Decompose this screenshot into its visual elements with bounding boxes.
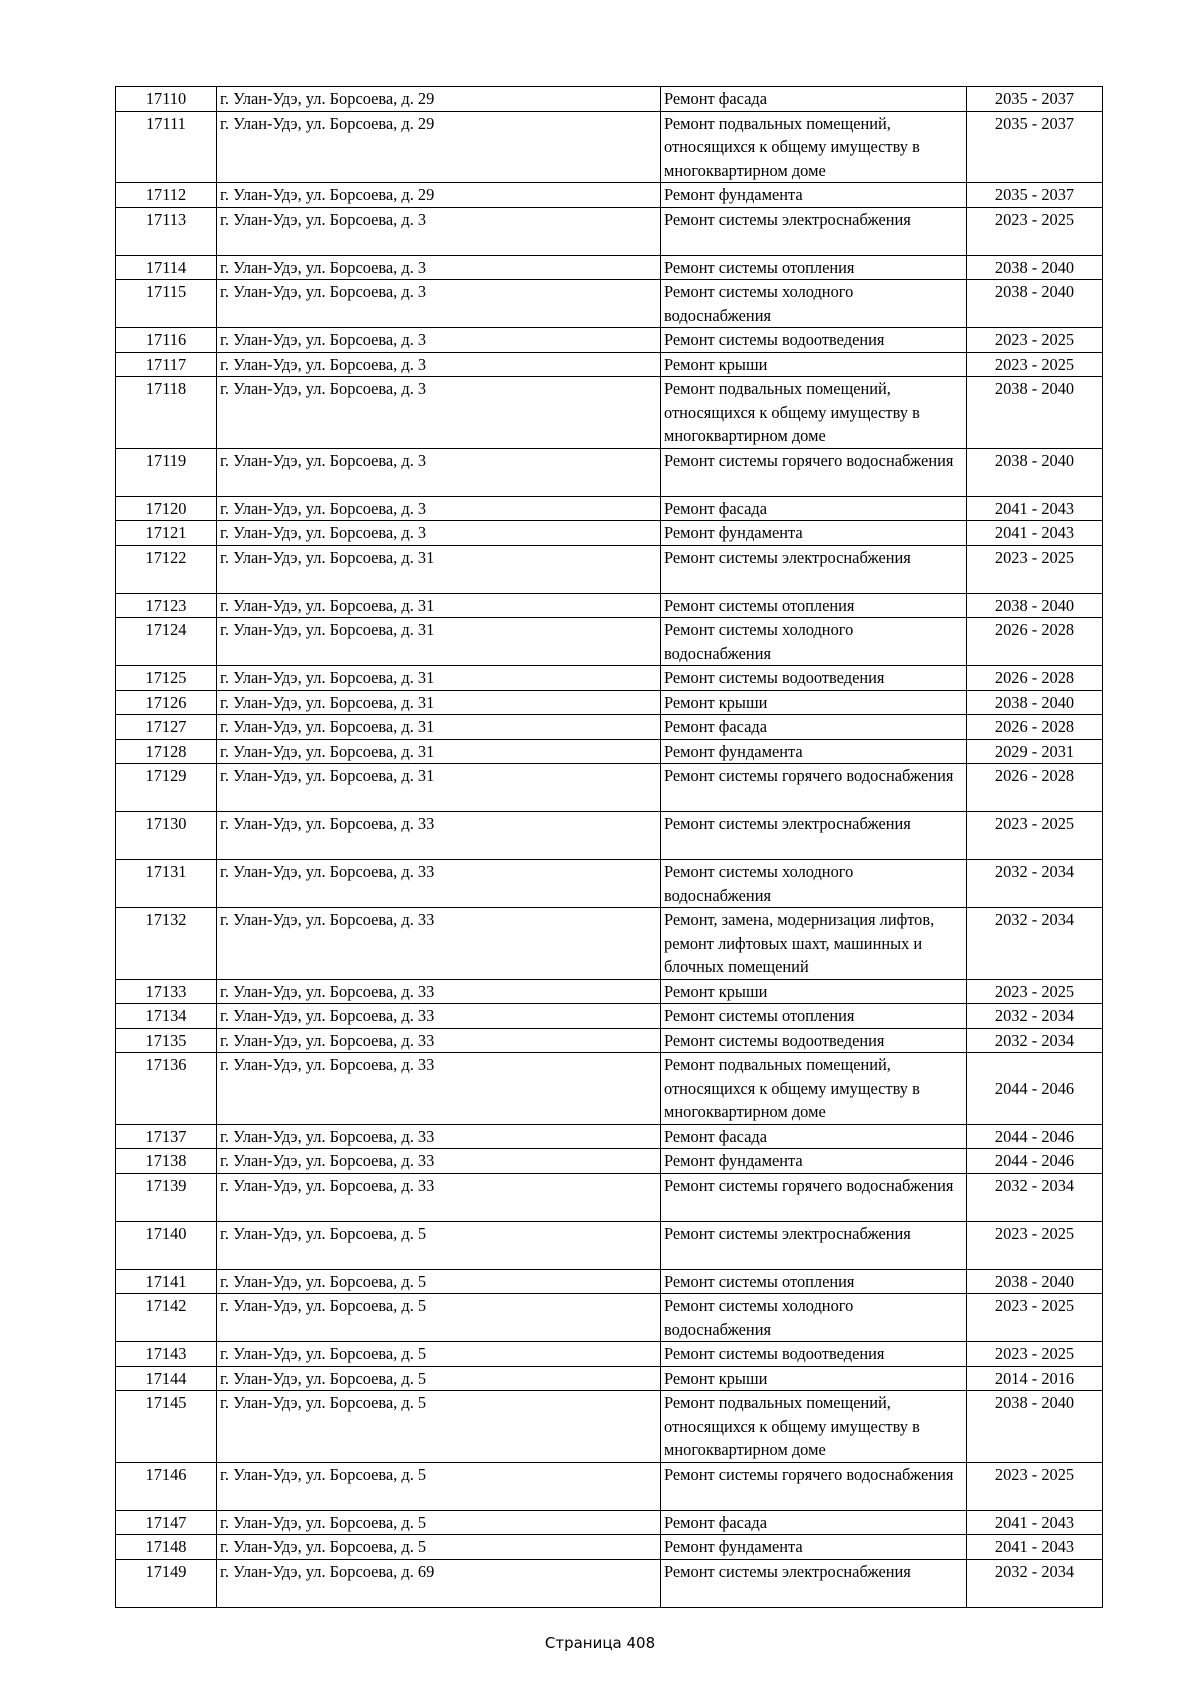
work-type-cell: Ремонт фасада: [661, 87, 967, 112]
table-row: [116, 618, 1103, 666]
row-number: 17122: [116, 545, 217, 593]
table-row: [116, 764, 1103, 812]
period-cell: 2038 - 2040: [967, 1269, 1103, 1294]
period-cell: 2044 - 2046: [967, 1124, 1103, 1149]
work-type-cell: Ремонт фасада: [661, 715, 967, 740]
period-cell: 2023 - 2025: [967, 1462, 1103, 1510]
table-row: [116, 496, 1103, 521]
work-type-cell: Ремонт системы водоотведения: [661, 328, 967, 353]
table-row: [116, 1269, 1103, 1294]
table-row: [116, 1149, 1103, 1174]
work-type-cell: Ремонт системы электроснабжения: [661, 1221, 967, 1269]
row-number: 17142: [116, 1294, 217, 1342]
row-number: 17131: [116, 860, 217, 908]
work-type-cell: Ремонт подвальных помещений, относящихся к общему имуществу в многоквартирном доме: [661, 1053, 967, 1125]
address-cell: г. Улан-Удэ, ул. Борсоева, д. 3: [217, 255, 661, 280]
table-row: [116, 908, 1103, 980]
period-cell: 2023 - 2025: [967, 207, 1103, 255]
table-row: [116, 1124, 1103, 1149]
period-cell: 2041 - 2043: [967, 1510, 1103, 1535]
work-type-cell: Ремонт подвальных помещений, относящихся к общему имуществу в многоквартирном доме: [661, 111, 967, 183]
row-number: 17112: [116, 183, 217, 208]
work-type-cell: Ремонт системы холодного водоснабжения: [661, 860, 967, 908]
table-row: [116, 545, 1103, 593]
work-type-cell: Ремонт, замена, модернизация лифтов, ремонт лифтовых шахт, машинных и блочных помещений: [661, 908, 967, 980]
table-row: [116, 690, 1103, 715]
repair-schedule-table: [115, 86, 1103, 1608]
address-cell: г. Улан-Удэ, ул. Борсоева, д. 5: [217, 1535, 661, 1560]
table-row: [116, 739, 1103, 764]
period-cell: 2023 - 2025: [967, 1294, 1103, 1342]
table-row: [116, 521, 1103, 546]
work-type-cell: Ремонт системы горячего водоснабжения: [661, 448, 967, 496]
row-number: 17146: [116, 1462, 217, 1510]
address-cell: г. Улан-Удэ, ул. Борсоева, д. 33: [217, 979, 661, 1004]
work-type-cell: Ремонт фундамента: [661, 739, 967, 764]
work-type-cell: Ремонт системы холодного водоснабжения: [661, 1294, 967, 1342]
period-cell: 2044 - 2046: [967, 1053, 1103, 1125]
table-row: [116, 1294, 1103, 1342]
table-row: [116, 812, 1103, 860]
row-number: 17144: [116, 1366, 217, 1391]
table-row: [116, 715, 1103, 740]
work-type-cell: Ремонт системы электроснабжения: [661, 1559, 967, 1607]
row-number: 17120: [116, 496, 217, 521]
table-row: [116, 1028, 1103, 1053]
table-row: [116, 352, 1103, 377]
table-row: [116, 860, 1103, 908]
table-row: [116, 1535, 1103, 1560]
table-row: [116, 666, 1103, 691]
row-number: 17114: [116, 255, 217, 280]
period-cell: 2023 - 2025: [967, 812, 1103, 860]
address-cell: г. Улан-Удэ, ул. Борсоева, д. 31: [217, 715, 661, 740]
row-number: 17127: [116, 715, 217, 740]
address-cell: г. Улан-Удэ, ул. Борсоева, д. 5: [217, 1221, 661, 1269]
row-number: 17129: [116, 764, 217, 812]
period-cell: 2038 - 2040: [967, 377, 1103, 449]
table-row: [116, 979, 1103, 1004]
work-type-cell: Ремонт фундамента: [661, 183, 967, 208]
work-type-cell: Ремонт системы горячего водоснабжения: [661, 1173, 967, 1221]
address-cell: г. Улан-Удэ, ул. Борсоева, д. 31: [217, 690, 661, 715]
address-cell: г. Улан-Удэ, ул. Борсоева, д. 3: [217, 496, 661, 521]
period-cell: 2023 - 2025: [967, 979, 1103, 1004]
address-cell: г. Улан-Удэ, ул. Борсоева, д. 29: [217, 87, 661, 112]
work-type-cell: Ремонт крыши: [661, 1366, 967, 1391]
address-cell: г. Улан-Удэ, ул. Борсоева, д. 33: [217, 860, 661, 908]
address-cell: г. Улан-Удэ, ул. Борсоева, д. 5: [217, 1269, 661, 1294]
work-type-cell: Ремонт фасада: [661, 1124, 967, 1149]
period-cell: 2032 - 2034: [967, 1004, 1103, 1029]
row-number: 17137: [116, 1124, 217, 1149]
address-cell: г. Улан-Удэ, ул. Борсоева, д. 5: [217, 1342, 661, 1367]
period-cell: 2038 - 2040: [967, 593, 1103, 618]
period-cell: 2026 - 2028: [967, 618, 1103, 666]
row-number: 17110: [116, 87, 217, 112]
row-number: 17133: [116, 979, 217, 1004]
address-cell: г. Улан-Удэ, ул. Борсоева, д. 31: [217, 618, 661, 666]
table-row: [116, 1221, 1103, 1269]
work-type-cell: Ремонт системы отопления: [661, 1269, 967, 1294]
work-type-cell: Ремонт фундамента: [661, 1535, 967, 1560]
period-cell: 2041 - 2043: [967, 521, 1103, 546]
work-type-cell: Ремонт крыши: [661, 979, 967, 1004]
address-cell: г. Улан-Удэ, ул. Борсоева, д. 3: [217, 328, 661, 353]
row-number: 17141: [116, 1269, 217, 1294]
period-cell: 2032 - 2034: [967, 1173, 1103, 1221]
period-cell: 2038 - 2040: [967, 280, 1103, 328]
address-cell: г. Улан-Удэ, ул. Борсоева, д. 33: [217, 1149, 661, 1174]
work-type-cell: Ремонт крыши: [661, 690, 967, 715]
work-type-cell: Ремонт системы отопления: [661, 593, 967, 618]
row-number: 17118: [116, 377, 217, 449]
table-row: [116, 87, 1103, 112]
row-number: 17132: [116, 908, 217, 980]
address-cell: г. Улан-Удэ, ул. Борсоева, д. 31: [217, 764, 661, 812]
address-cell: г. Улан-Удэ, ул. Борсоева, д. 5: [217, 1462, 661, 1510]
address-cell: г. Улан-Удэ, ул. Борсоева, д. 5: [217, 1510, 661, 1535]
work-type-cell: Ремонт системы холодного водоснабжения: [661, 280, 967, 328]
row-number: 17113: [116, 207, 217, 255]
row-number: 17147: [116, 1510, 217, 1535]
address-cell: г. Улан-Удэ, ул. Борсоева, д. 29: [217, 183, 661, 208]
row-number: 17130: [116, 812, 217, 860]
period-cell: 2041 - 2043: [967, 1535, 1103, 1560]
row-number: 17145: [116, 1391, 217, 1463]
row-number: 17140: [116, 1221, 217, 1269]
period-cell: 2035 - 2037: [967, 111, 1103, 183]
row-number: 17143: [116, 1342, 217, 1367]
work-type-cell: Ремонт подвальных помещений, относящихся к общему имуществу в многоквартирном доме: [661, 377, 967, 449]
work-type-cell: Ремонт подвальных помещений, относящихся к общему имуществу в многоквартирном доме: [661, 1391, 967, 1463]
row-number: 17148: [116, 1535, 217, 1560]
period-cell: 2038 - 2040: [967, 690, 1103, 715]
address-cell: г. Улан-Удэ, ул. Борсоева, д. 5: [217, 1391, 661, 1463]
period-cell: 2014 - 2016: [967, 1366, 1103, 1391]
period-cell: 2038 - 2040: [967, 448, 1103, 496]
address-cell: г. Улан-Удэ, ул. Борсоева, д. 33: [217, 1028, 661, 1053]
table-row: [116, 1366, 1103, 1391]
table-row: [116, 1342, 1103, 1367]
period-cell: 2023 - 2025: [967, 1221, 1103, 1269]
address-cell: г. Улан-Удэ, ул. Борсоева, д. 3: [217, 207, 661, 255]
period-cell: 2032 - 2034: [967, 1559, 1103, 1607]
work-type-cell: Ремонт фундамента: [661, 521, 967, 546]
row-number: 17136: [116, 1053, 217, 1125]
work-type-cell: Ремонт системы горячего водоснабжения: [661, 764, 967, 812]
table-row: [116, 448, 1103, 496]
table-row: [116, 255, 1103, 280]
address-cell: г. Улан-Удэ, ул. Борсоева, д. 33: [217, 812, 661, 860]
address-cell: г. Улан-Удэ, ул. Борсоева, д. 29: [217, 111, 661, 183]
address-cell: г. Улан-Удэ, ул. Борсоева, д. 3: [217, 377, 661, 449]
table-row: [116, 183, 1103, 208]
row-number: 17111: [116, 111, 217, 183]
table-row: [116, 1510, 1103, 1535]
row-number: 17119: [116, 448, 217, 496]
period-cell: 2044 - 2046: [967, 1149, 1103, 1174]
work-type-cell: Ремонт фасада: [661, 496, 967, 521]
row-number: 17128: [116, 739, 217, 764]
row-number: 17139: [116, 1173, 217, 1221]
row-number: 17124: [116, 618, 217, 666]
period-cell: 2029 - 2031: [967, 739, 1103, 764]
period-cell: 2023 - 2025: [967, 1342, 1103, 1367]
table-row: [116, 593, 1103, 618]
period-cell: 2038 - 2040: [967, 1391, 1103, 1463]
work-type-cell: Ремонт системы водоотведения: [661, 1028, 967, 1053]
address-cell: г. Улан-Удэ, ул. Борсоева, д. 3: [217, 352, 661, 377]
address-cell: г. Улан-Удэ, ул. Борсоева, д. 3: [217, 448, 661, 496]
address-cell: г. Улан-Удэ, ул. Борсоева, д. 5: [217, 1294, 661, 1342]
work-type-cell: Ремонт системы холодного водоснабжения: [661, 618, 967, 666]
period-cell: 2026 - 2028: [967, 666, 1103, 691]
address-cell: г. Улан-Удэ, ул. Борсоева, д. 31: [217, 545, 661, 593]
row-number: 17116: [116, 328, 217, 353]
address-cell: г. Улан-Удэ, ул. Борсоева, д. 69: [217, 1559, 661, 1607]
table-row: [116, 1462, 1103, 1510]
address-cell: г. Улан-Удэ, ул. Борсоева, д. 33: [217, 1173, 661, 1221]
address-cell: г. Улан-Удэ, ул. Борсоева, д. 31: [217, 739, 661, 764]
address-cell: г. Улан-Удэ, ул. Борсоева, д. 33: [217, 1053, 661, 1125]
period-cell: 2026 - 2028: [967, 715, 1103, 740]
address-cell: г. Улан-Удэ, ул. Борсоева, д. 3: [217, 521, 661, 546]
period-cell: 2041 - 2043: [967, 496, 1103, 521]
work-type-cell: Ремонт системы водоотведения: [661, 666, 967, 691]
address-cell: г. Улан-Удэ, ул. Борсоева, д. 31: [217, 666, 661, 691]
period-cell: 2023 - 2025: [967, 328, 1103, 353]
table-row: [116, 1391, 1103, 1463]
period-cell: 2038 - 2040: [967, 255, 1103, 280]
period-cell: 2032 - 2034: [967, 908, 1103, 980]
row-number: 17123: [116, 593, 217, 618]
table-row: [116, 1053, 1103, 1125]
work-type-cell: Ремонт фасада: [661, 1510, 967, 1535]
row-number: 17126: [116, 690, 217, 715]
work-type-cell: Ремонт системы электроснабжения: [661, 545, 967, 593]
address-cell: г. Улан-Удэ, ул. Борсоева, д. 5: [217, 1366, 661, 1391]
table-row: [116, 377, 1103, 449]
row-number: 17135: [116, 1028, 217, 1053]
row-number: 17115: [116, 280, 217, 328]
work-type-cell: Ремонт фундамента: [661, 1149, 967, 1174]
row-number: 17121: [116, 521, 217, 546]
page-number: Страница 408: [544, 1634, 656, 1652]
table-row: [116, 1559, 1103, 1607]
period-cell: 2023 - 2025: [967, 352, 1103, 377]
address-cell: г. Улан-Удэ, ул. Борсоева, д. 3: [217, 280, 661, 328]
period-cell: 2032 - 2034: [967, 860, 1103, 908]
period-cell: 2035 - 2037: [967, 183, 1103, 208]
table-row: [116, 1004, 1103, 1029]
table-row: [116, 207, 1103, 255]
period-cell: 2035 - 2037: [967, 87, 1103, 112]
work-type-cell: Ремонт системы водоотведения: [661, 1342, 967, 1367]
address-cell: г. Улан-Удэ, ул. Борсоева, д. 33: [217, 1004, 661, 1029]
row-number: 17134: [116, 1004, 217, 1029]
work-type-cell: Ремонт системы отопления: [661, 1004, 967, 1029]
row-number: 17117: [116, 352, 217, 377]
table-row: [116, 328, 1103, 353]
period-cell: 2026 - 2028: [967, 764, 1103, 812]
work-type-cell: Ремонт крыши: [661, 352, 967, 377]
table-row: [116, 280, 1103, 328]
period-cell: 2032 - 2034: [967, 1028, 1103, 1053]
work-type-cell: Ремонт системы электроснабжения: [661, 207, 967, 255]
work-type-cell: Ремонт системы электроснабжения: [661, 812, 967, 860]
work-type-cell: Ремонт системы отопления: [661, 255, 967, 280]
work-type-cell: Ремонт системы горячего водоснабжения: [661, 1462, 967, 1510]
row-number: 17125: [116, 666, 217, 691]
table-row: [116, 1173, 1103, 1221]
row-number: 17138: [116, 1149, 217, 1174]
table-row: [116, 111, 1103, 183]
address-cell: г. Улан-Удэ, ул. Борсоева, д. 31: [217, 593, 661, 618]
table-body: [116, 87, 1103, 1608]
row-number: 17149: [116, 1559, 217, 1607]
address-cell: г. Улан-Удэ, ул. Борсоева, д. 33: [217, 1124, 661, 1149]
period-cell: 2023 - 2025: [967, 545, 1103, 593]
address-cell: г. Улан-Удэ, ул. Борсоева, д. 33: [217, 908, 661, 980]
